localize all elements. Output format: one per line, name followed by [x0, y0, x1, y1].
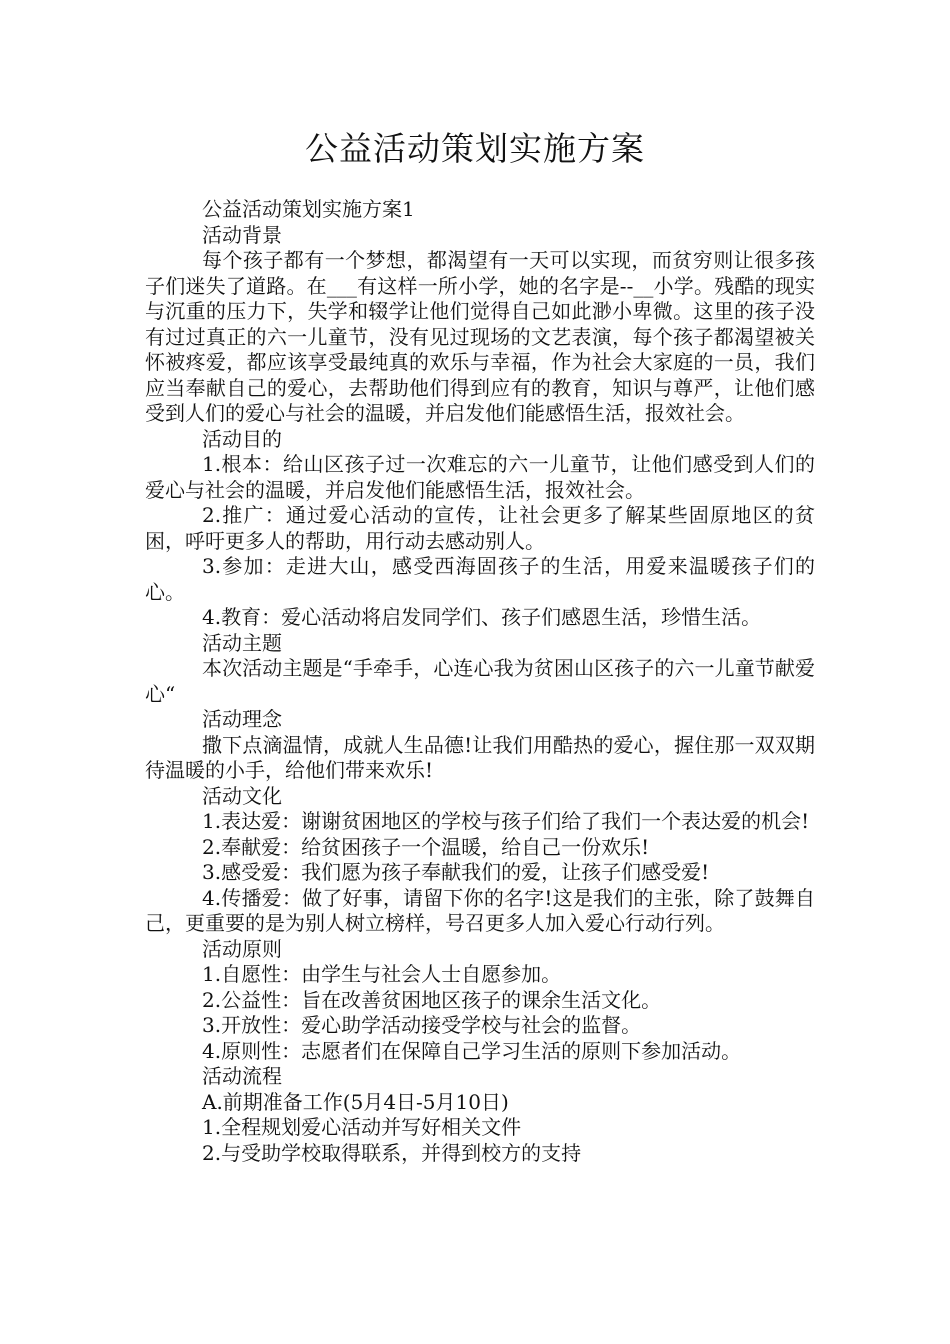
list-item: 1.全程规划爱心活动并写好相关文件	[202, 1115, 522, 1139]
list-item: 2.奉献爱：给贫困孩子一个温暖，给自己一份欢乐!	[202, 834, 650, 859]
list-item: 3.开放性：爱心助学活动接受学校与社会的监督。	[202, 1013, 642, 1037]
section-heading: 活动文化	[202, 783, 282, 808]
list-item: 4.教育：爱心活动将启发同学们、孩子们感恩生活，珍惜生活。	[202, 605, 762, 629]
list-item: 2.推广：通过爱心活动的宣传，让社会更多了解某些固原地区的贫困，呼吁更多人的帮助，用行动去感动别人。	[145, 503, 815, 553]
list-item: 3.感受爱：我们愿为孩子奉献我们的爱，让孩子们感受爱!	[202, 860, 710, 884]
document-title: 公益活动策划实施方案	[305, 129, 645, 168]
section-heading: 活动背景	[202, 222, 282, 247]
body-paragraph: 本次活动主题是“手牵手，心连心我为贫困山区孩子的六一儿童节献爱心“	[145, 656, 815, 706]
section-heading: 活动原则	[202, 936, 282, 961]
document-body	[145, 197, 815, 1166]
section-heading: 活动主题	[202, 630, 282, 655]
body-paragraph: 撒下点滴温情，成就人生品德!让我们用酷热的爱心，握住那一双双期待温暖的小手，给他们带来欢乐!	[145, 732, 815, 782]
body-paragraph: 每个孩子都有一个梦想，都渴望有一天可以实现，而贫穷则让很多孩子们迷失了道路。在___有这样一所小学，她的名字是--__小学。残酷的现实与沉重的压力下，失学和辍学让他们觉得自己如此渺小卑微。这里的孩子没有过过真正的六一儿童节，没有见过现场的文艺表演，每个孩子都渴望被关怀被疼爱，都应该享受最纯真的欢乐与幸福，作为社会大家庭的一员，我们应当奉献自己的爱心，去帮助他们得到应有的教育，知识与尊严，让他们感受到人们的爱心与社会的温暖，并启发他们能感悟生活，报效社会。	[145, 248, 815, 425]
list-item: 4.传播爱：做了好事，请留下你的名字!这是我们的主张，除了鼓舞自己，更重要的是为别人树立榜样，号召更多人加入爱心行动行列。	[145, 885, 815, 935]
list-item: 1.表达爱：谢谢贫困地区的学校与孩子们给了我们一个表达爱的机会!	[202, 809, 810, 833]
list-item: 1.自愿性：由学生与社会人士自愿参加。	[202, 962, 562, 986]
phase-heading: A.前期准备工作(5月4日-5月10日)	[202, 1089, 509, 1114]
list-item: 2.公益性：旨在改善贫困地区孩子的课余生活文化。	[202, 987, 662, 1012]
list-item: 3.参加：走进大山，感受西海固孩子的生活，用爱来温暖孩子们的心。	[145, 554, 815, 604]
section-heading: 活动流程	[202, 1064, 282, 1088]
section-heading: 活动目的	[202, 426, 282, 451]
list-item: 2.与受助学校取得联系，并得到校方的支持	[202, 1140, 582, 1165]
list-item: 1.根本：给山区孩子过一次难忘的六一儿童节，让他们感受到人们的爱心与社会的温暖，并启发他们能感悟生活，报效社会。	[145, 452, 815, 502]
section-heading: 公益活动策划实施方案1	[202, 197, 415, 221]
section-heading: 活动理念	[202, 707, 282, 731]
list-item: 4.原则性：志愿者们在保障自己学习生活的原则下参加活动。	[202, 1038, 742, 1063]
